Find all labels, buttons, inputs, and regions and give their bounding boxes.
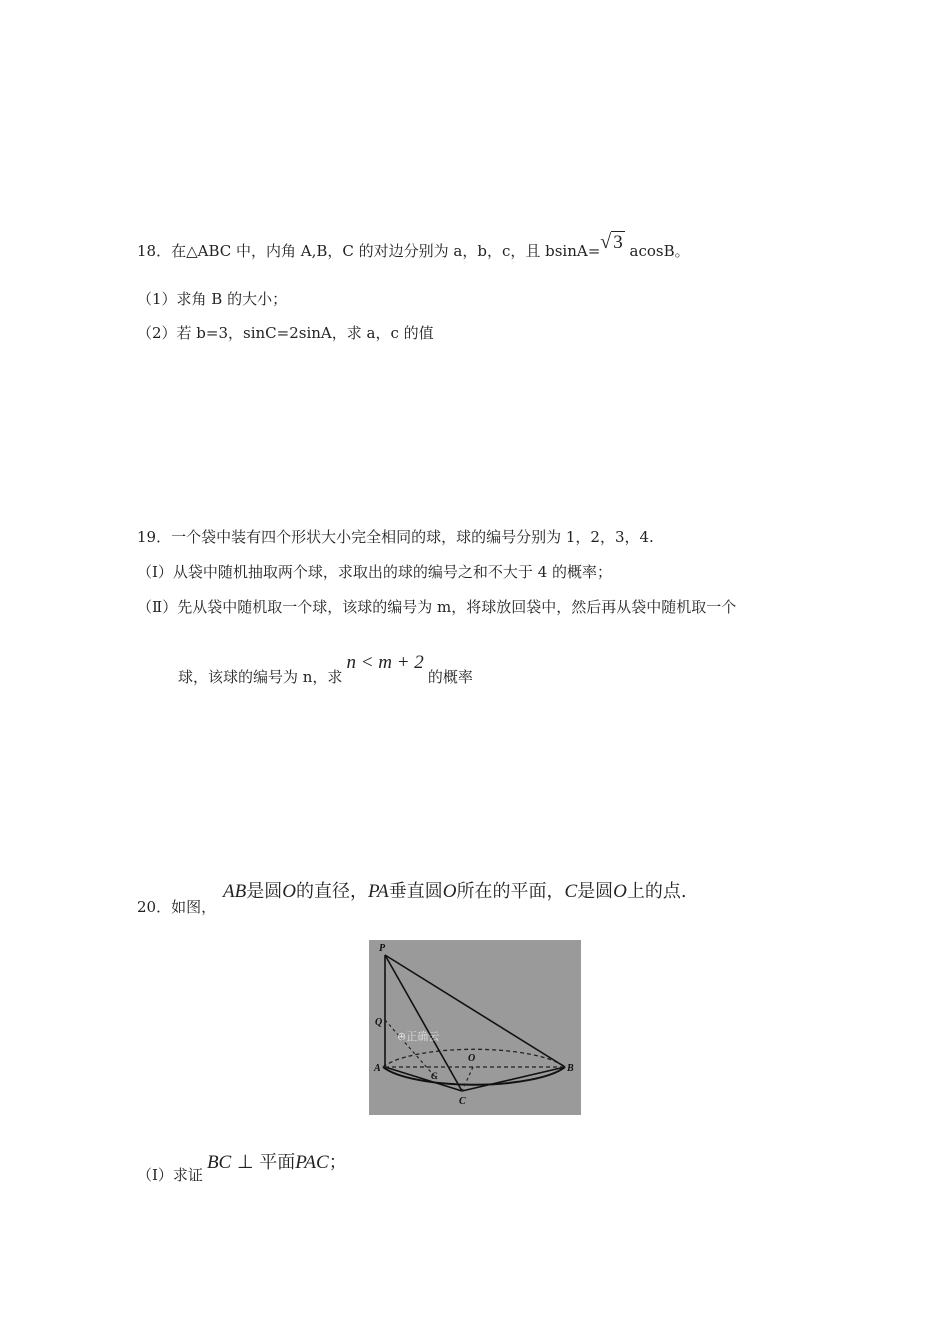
q20-o2: O [442, 881, 457, 902]
segment-bc [462, 1067, 565, 1091]
q19-part2-line2 [178, 652, 473, 687]
label-q: Q [375, 1017, 383, 1028]
q20-t5: 是圆 [577, 881, 614, 902]
q19-part2-text-b: 的概率 [427, 668, 473, 686]
q18-stem-tail: acosB。 [629, 242, 690, 260]
label-p: P [379, 943, 386, 954]
geometry-figure [369, 940, 581, 1115]
q20-t6: 上的点. [626, 881, 687, 902]
q20-part1-end: ； [328, 1152, 347, 1173]
q20-pa: PA [367, 881, 389, 902]
label-o: O [468, 1053, 476, 1064]
q19-part2-line1: （Ⅱ）先从袋中随机取一个球，该球的编号为 m，将球放回袋中，然后再从袋中随机取一个 [137, 598, 737, 616]
q18-part1: （1）求角 B 的大小； [137, 290, 288, 308]
q20-part1 [137, 1152, 347, 1185]
q20-o3: O [613, 881, 627, 902]
q20-o1: O [282, 881, 296, 902]
q18-stem [137, 231, 690, 261]
q20-number: 20．如图， [137, 898, 217, 916]
perp-symbol: ⊥ [236, 1152, 254, 1173]
q20-ab: AB [223, 881, 247, 902]
q20-part1-pac: PAC [295, 1152, 329, 1173]
circle-front-arc [383, 1067, 565, 1085]
q20-t1: 是圆 [246, 881, 283, 902]
q20-part1-prefix: （Ⅰ）求证 [137, 1166, 203, 1184]
q20-t3: 垂直圆 [388, 881, 443, 902]
label-a: A [374, 1063, 381, 1074]
q19-part1: （Ⅰ）从袋中随机抽取两个球，求取出的球的编号之和不大于 4 的概率； [137, 563, 613, 581]
q18-part2: （2）若 b=3，sinC=2sinA，求 a，c 的值 [137, 324, 434, 342]
q20-stem [223, 882, 687, 902]
label-b: B [567, 1063, 574, 1074]
label-g: G [431, 1071, 438, 1081]
q19-formula: n < m + 2 [346, 652, 424, 673]
q20-t2: 的直径， [295, 881, 368, 902]
q20-c: C [564, 881, 578, 902]
q20-part1-bc: BC [206, 1152, 232, 1173]
q19-part2-text-a: 球，该球的编号为 n，求 [178, 668, 343, 686]
sqrt-symbol: √ [600, 231, 612, 253]
geometry-figure-svg [369, 940, 581, 1115]
q20-t4: 所在的平面， [456, 881, 565, 902]
q19-stem: 19．一个袋中装有四个形状大小完全相同的球，球的编号分别为 1，2，3，4. [137, 528, 654, 546]
label-c: C [459, 1096, 466, 1107]
q20-part1-math [203, 1152, 347, 1173]
sqrt-radicand: 3 [613, 232, 623, 253]
watermark-logo: ⊕正确云 [397, 1030, 440, 1043]
segment-pb [385, 955, 565, 1067]
segment-oc [462, 1067, 473, 1091]
q18-stem-text: 18．在△ABC 中，内角 A,B，C 的对边分别为 a，b，c，且 bsinA= [137, 242, 601, 260]
q20-part1-plane-word: 平面 [259, 1152, 296, 1173]
